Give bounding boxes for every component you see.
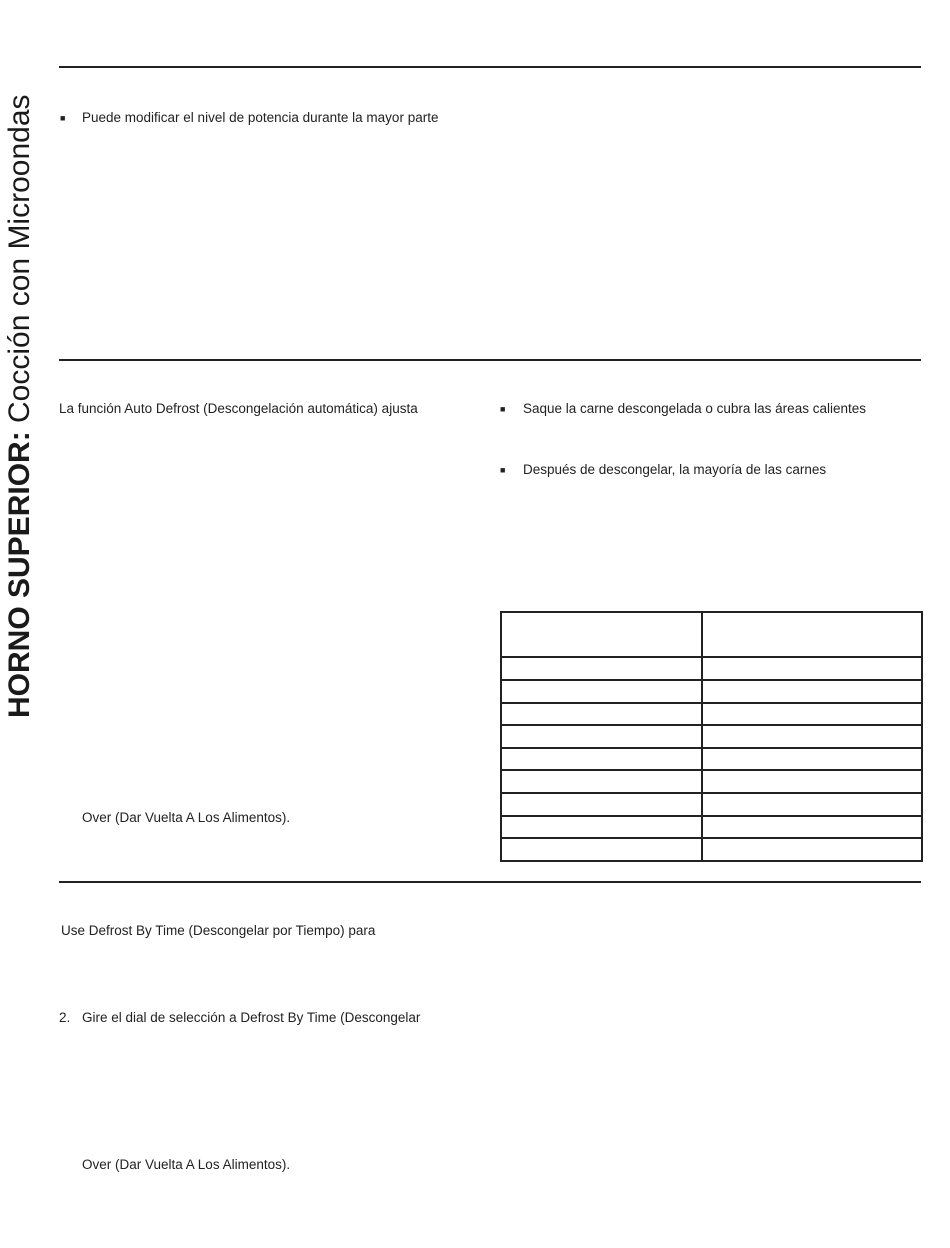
table-row	[501, 703, 922, 726]
bullet-square-icon: ■	[500, 465, 506, 475]
divider-top	[59, 66, 921, 68]
auto-defrost-tip-1: Saque la carne descongelada o cubra las áreas calientes	[523, 401, 866, 416]
table-row	[501, 770, 922, 793]
bullet-square-icon: ■	[500, 404, 506, 414]
table-cell	[702, 725, 922, 748]
table-cell	[501, 816, 702, 839]
table-cell	[501, 838, 702, 861]
table-header-cell	[702, 612, 922, 657]
table-cell	[702, 703, 922, 726]
table-cell	[702, 838, 922, 861]
table-cell	[501, 680, 702, 703]
table-cell	[501, 725, 702, 748]
power-level-bullet-text: Puede modificar el nivel de potencia durante la mayor parte	[82, 110, 439, 125]
table-cell	[501, 703, 702, 726]
table-row	[501, 680, 922, 703]
bullet-square-icon: ■	[60, 113, 66, 123]
defrost-by-time-intro: Use Defrost By Time (Descongelar por Tiempo) para	[61, 923, 376, 938]
table-row	[501, 725, 922, 748]
table-header-cell	[501, 612, 702, 657]
table-row	[501, 793, 922, 816]
auto-defrost-step-tail: Over (Dar Vuelta A Los Alimentos).	[82, 810, 291, 825]
table-row	[501, 838, 922, 861]
table-row	[501, 657, 922, 680]
table-cell	[702, 748, 922, 771]
step-2-number: 2.	[59, 1010, 71, 1025]
side-title-bold: HORNO SUPERIOR:	[3, 431, 36, 718]
divider-defrost-by-time	[59, 881, 921, 883]
table-cell	[501, 748, 702, 771]
section-side-title	[2, 0, 38, 718]
step-2-text: Gire el dial de selección a Defrost By Time (Descongelar	[82, 1010, 421, 1025]
table-cell	[501, 770, 702, 793]
table-cell	[702, 657, 922, 680]
table-cell	[702, 680, 922, 703]
table-header-row	[501, 612, 922, 657]
table-cell	[702, 816, 922, 839]
auto-defrost-intro: La función Auto Defrost (Descongelación automática) ajusta	[59, 401, 418, 416]
table-cell	[702, 770, 922, 793]
auto-defrost-tip-2: Después de descongelar, la mayoría de las carnes	[523, 462, 827, 477]
table-cell	[501, 793, 702, 816]
side-title-light: Cocción con Microondas	[3, 94, 36, 432]
table-cell	[702, 793, 922, 816]
defrost-by-time-step-tail: Over (Dar Vuelta A Los Alimentos).	[82, 1157, 291, 1172]
divider-auto-defrost	[59, 359, 921, 361]
table-row	[501, 816, 922, 839]
defrost-conversion-table	[500, 611, 923, 862]
table-cell	[501, 657, 702, 680]
table-row	[501, 748, 922, 771]
